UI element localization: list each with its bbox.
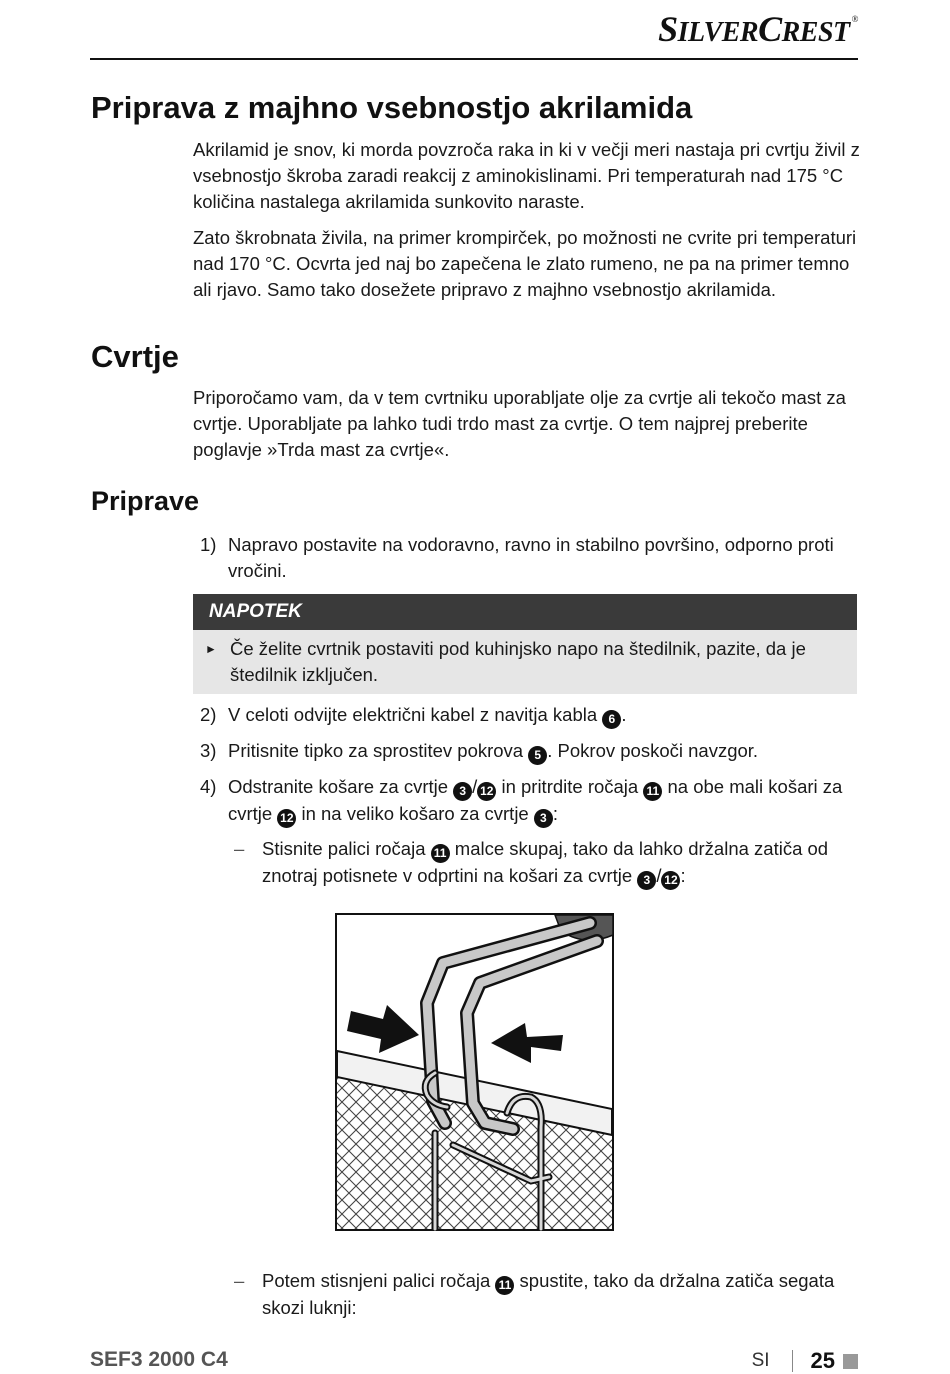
bullet-triangle-icon: ►: [205, 642, 217, 656]
reference-number-11: 11: [431, 844, 450, 863]
step-text: Odstranite košare za cvrtje 3 / 12 in pritrdite ročaja 11 na obe mali košari za cvrtje 12 in na veliko košaro za cvrtje 3 :: [228, 774, 860, 828]
page-number: 25: [810, 1348, 835, 1373]
step-number: 3): [200, 740, 217, 761]
step-number: 1): [200, 534, 217, 555]
footer-page-info: [752, 1348, 858, 1374]
substep-text: Potem stisnjeni palici ročaja 11 spustite, tako da držalna zatiča segata skozi luknji:: [262, 1270, 835, 1318]
note-heading: NAPOTEK: [209, 601, 302, 622]
dash-bullet: –: [234, 838, 245, 859]
substep-2: [234, 1268, 860, 1321]
reference-number-12: 12: [661, 871, 680, 890]
footer-model-number: SEF3 2000 C4: [90, 1348, 228, 1371]
section-title-acrylamide: Priprava z majhno vsebnostjo akrilamida: [91, 90, 693, 125]
reference-number-11: 11: [643, 782, 662, 801]
step-text: Pritisnite tipko za sprostitev pokrova 5 . Pokrov poskoči navzgor.: [228, 738, 860, 765]
step-3: [200, 738, 860, 765]
reference-number-5: 5: [528, 746, 547, 765]
frying-text: [193, 385, 863, 463]
step-text: Napravo postavite na vodoravno, ravno in stabilno površino, odporno proti vročini.: [228, 534, 834, 581]
paragraph: Zato škrobnata živila, na primer krompirček, po možnosti ne cvrite pri temperaturi nad 170 °C. Ocvrta jed naj bo zapečena le zlato rumeno, ne pa na primer temno ali rjavo. Samo tako dosežete pripravo z majhno vsebnostjo akrilamida.: [193, 227, 857, 300]
substep-1: [234, 836, 860, 890]
step-2: [200, 702, 860, 729]
brand-logo: SILVERCREST ®: [658, 9, 858, 49]
note-header: [193, 594, 857, 630]
note-box: [193, 594, 857, 694]
page-marker-square: [843, 1354, 858, 1369]
reference-number-12: 12: [277, 809, 296, 828]
note-text: Če želite cvrtnik postaviti pod kuhinjsko napo na štedilnik, pazite, da je štedilnik izključen.: [230, 638, 806, 685]
reference-number-3: 3: [453, 782, 472, 801]
paragraph: Akrilamid je snov, ki morda povzroča raka in ki v večji meri nastaja pri cvrtju živil z vsebnostjo škroba zaradi reakcij z aminokislinami. Pri temperaturah nad 175 °C količina nastalega akrilamida sunkovito naraste.: [193, 139, 860, 212]
substep-text: Stisnite palici ročaja 11 malce skupaj, tako da lahko držalna zatiča od znotraj potisnete v odprtini na košari za cvrtje 3 / 12 :: [262, 836, 860, 890]
reference-number-6: 6: [602, 710, 621, 729]
reference-number-12: 12: [477, 782, 496, 801]
step-1: [200, 532, 860, 584]
step-number: 4): [200, 776, 217, 797]
section-title-frying: Cvrtje: [91, 339, 179, 374]
header-rule: [90, 58, 858, 60]
handle-assembly-illustration: [335, 913, 614, 1231]
acrylamide-text: [193, 137, 863, 303]
reference-number-3: 3: [534, 809, 553, 828]
step-4: [200, 774, 860, 828]
reference-number-11: 11: [495, 1276, 514, 1295]
note-body: [193, 630, 857, 694]
dash-bullet: –: [234, 1270, 245, 1291]
step-text: V celoti odvijte električni kabel z navitja kabla 6 .: [228, 702, 860, 729]
footer-separator: [792, 1350, 793, 1372]
language-code: SI: [751, 1350, 770, 1371]
reference-number-3: 3: [637, 871, 656, 890]
section-title-preparation: Priprave: [91, 486, 200, 516]
step-number: 2): [200, 704, 217, 725]
paragraph: Priporočamo vam, da v tem cvrtniku uporabljate olje za cvrtje ali tekočo mast za cvrtje. Uporabljate pa lahko tudi trdo mast za cvrtje. O tem najprej preberite poglavje »Trda mast za cvrtje«.: [193, 387, 846, 460]
